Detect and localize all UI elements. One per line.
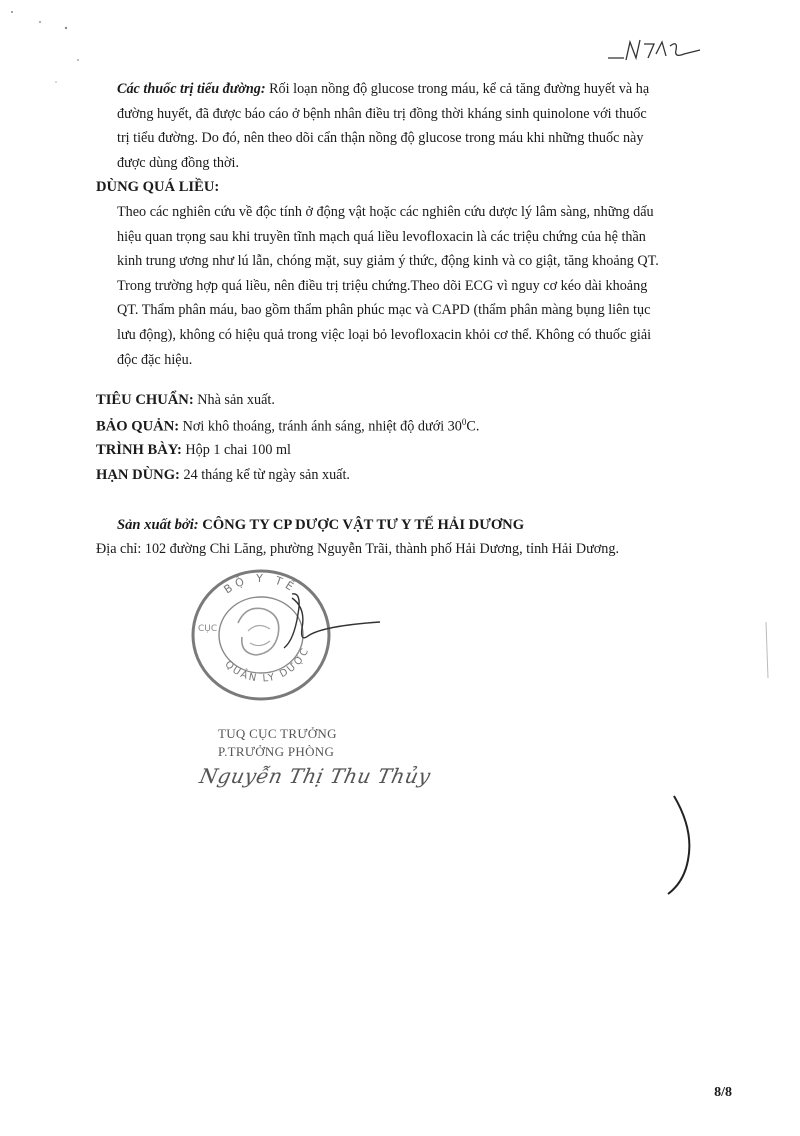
- overdose-line-5: QT. Thẩm phân máu, bao gồm thẩm phân phúc mạc và CAPD (thẩm phân màng bụng liên tục: [117, 302, 651, 319]
- page-number: 8/8: [714, 1085, 732, 1100]
- handwritten-initials-mark: [604, 34, 704, 64]
- expiry-label: HẠN DÙNG:: [96, 467, 180, 483]
- approval-line-1: TUQ CỤC TRƯỞNG: [218, 726, 337, 741]
- overdose-line-6: lưu động), không có hiệu quả trong việc loại bỏ levofloxacin khỏi cơ thể. Không có thuốc giải: [117, 326, 652, 343]
- manufacturer-name: CÔNG TY CP DƯỢC VẬT TƯ Y TẾ HẢI DƯƠNG: [198, 517, 525, 533]
- margin-bracket-mark: [660, 790, 700, 900]
- standard-row: [96, 392, 275, 409]
- overdose-heading: DÙNG QUÁ LIỀU:: [96, 179, 220, 195]
- storage-value: Nơi khô thoáng, tránh ánh sáng, nhiệt độ dưới 30: [179, 418, 462, 435]
- diabetes-line-4: được dùng đồng thời.: [117, 154, 240, 171]
- overdose-line-4: Trong trường hợp quá liều, nên điều trị triệu chứng.Theo dõi ECG vì nguy cơ kéo dài khoảng: [117, 277, 648, 294]
- margin-edge-mark: [750, 620, 780, 680]
- stamp-bottom-text: QUẢN LÝ DƯỢC: [222, 645, 312, 685]
- approval-line-2: P.TRƯỞNG PHÒNG: [218, 744, 335, 759]
- diabetes-line-2: đường huyết, đã được báo cáo ở bệnh nhân điều trị đồng thời kháng sinh quinolone với thuốc: [117, 105, 647, 122]
- storage-unit: C.: [466, 418, 480, 435]
- manufacturer-row: [117, 517, 524, 534]
- signature-scribble: [262, 588, 382, 658]
- overdose-paragraph: [117, 200, 742, 372]
- diabetes-paragraph: [117, 77, 742, 175]
- signer-name: Nguyễn Thị Thu Thủy: [197, 764, 433, 788]
- pack-value: Hộp 1 chai 100 ml: [181, 442, 291, 458]
- stamp-top-text: BỘ Y TẾ: [221, 571, 300, 597]
- overdose-line-3: kinh trung ương như lú lẫn, chóng mặt, suy giảm ý thức, động kinh và co giật, tăng khoảng QT.: [117, 253, 659, 270]
- diabetes-label: Các thuốc trị tiểu đường:: [117, 81, 266, 97]
- overdose-line-7: độc đặc hiệu.: [117, 351, 193, 368]
- stamp-left-text: CỤC: [198, 624, 218, 634]
- expiry-value: 24 tháng kể từ ngày sản xuất.: [179, 467, 350, 483]
- diabetes-line-3: trị tiểu đường. Do đó, nên theo dõi cẩn thận nồng độ glucose trong máu khi những thuốc này: [117, 130, 644, 147]
- expiry-row: [96, 467, 350, 484]
- manufacturer-address: Địa chỉ: 102 đường Chi Lăng, phường Nguyễn Trãi, thành phố Hải Dương, tỉnh Hải Dương.: [96, 541, 620, 557]
- approval-block: [218, 725, 337, 761]
- standard-value: Nhà sản xuất.: [193, 392, 275, 408]
- overdose-line-2: hiệu quan trọng sau khi truyền tĩnh mạch quá liều levofloxacin là các triệu chứng của hệ thần: [117, 228, 646, 245]
- pack-row: [96, 442, 291, 459]
- storage-label: BẢO QUẢN:: [96, 418, 180, 435]
- overdose-line-1: Theo các nghiên cứu về độc tính ở động vật hoặc các nghiên cứu dược lý lâm sàng, những dấu: [117, 204, 654, 220]
- storage-row: [96, 417, 479, 436]
- manufacturer-label: Sản xuất bởi:: [117, 517, 199, 533]
- diabetes-line-1: Rối loạn nồng độ glucose trong máu, kể cả tăng đường huyết và hạ: [265, 81, 650, 97]
- scan-specks: [0, 0, 120, 100]
- standard-label: TIÊU CHUẨN:: [96, 392, 194, 408]
- storage-degree: 0: [461, 417, 467, 427]
- pack-label: TRÌNH BÀY:: [96, 442, 182, 458]
